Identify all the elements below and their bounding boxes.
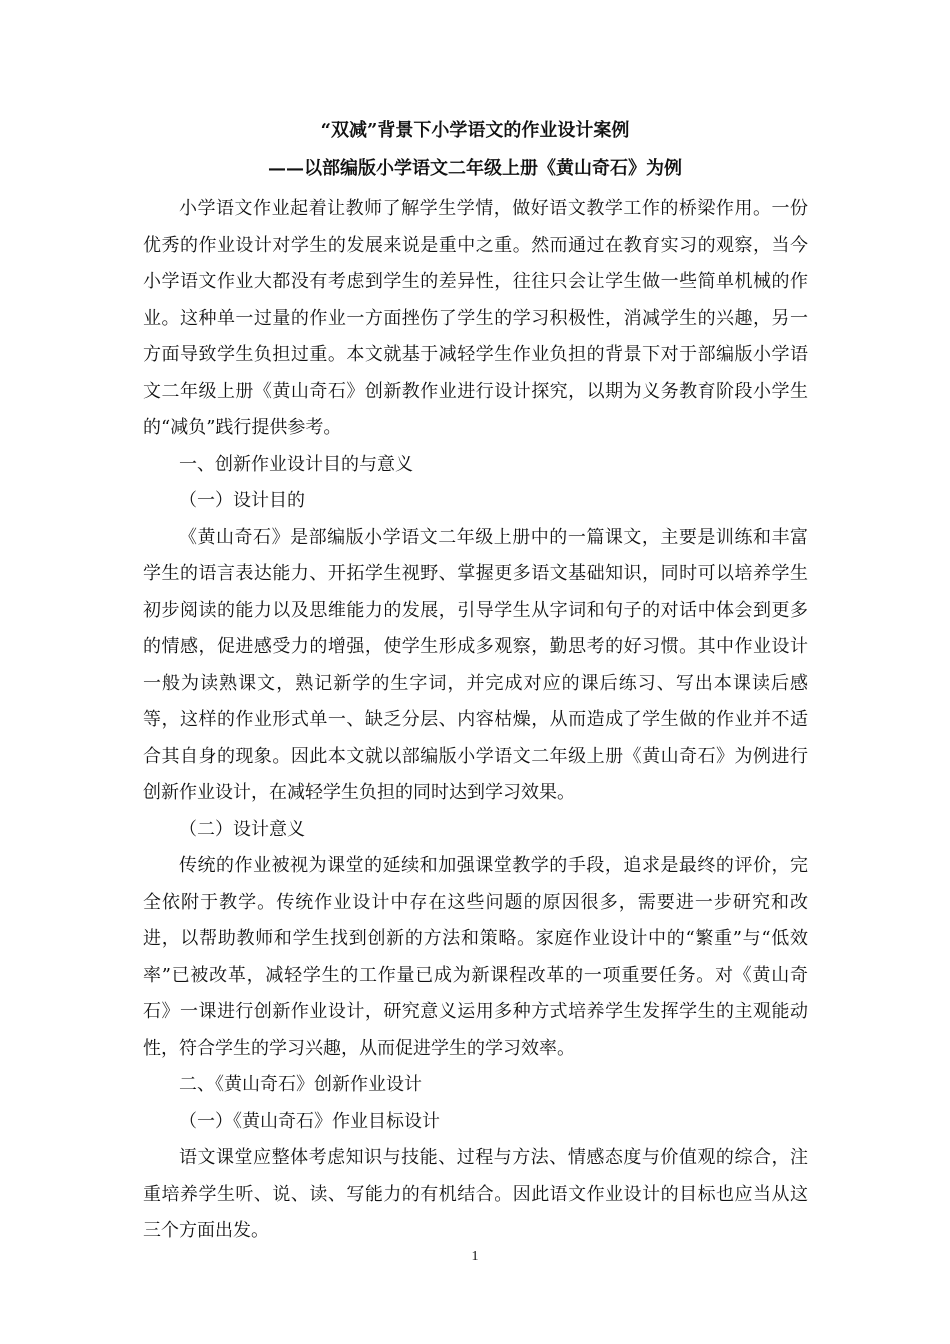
subsection-heading-significance: （二）设计意义 — [179, 818, 305, 840]
subsection-heading-goals: （一）《黄山奇石》作业目标设计 — [179, 1110, 440, 1132]
intro-paragraph: 小学语文作业起着让教师了解学生学情，做好语文教学工作的桥梁作用。一份优秀的作业设计对学生的发展来说是重中之重。然而通过在教育实习的观察，当今小学语文作业大都没有考虑到学生的差异性，往往只会让学生做一些简单机械的作业。这种单一过量的作业一方面挫伤了学生的学习积极性，消减学生的兴趣，另一方面导致学生负担过重。本文就基于减轻学生作业负担的背景下对于部编版小学语文二年级上册《黄山奇石》创新教作业进行设计探究，以期为义务教育阶段小学生的“减负”践行提供参考。 — [143, 198, 808, 438]
document-title: “双减”背景下小学语文的作业设计案例 — [320, 120, 630, 141]
page-number: 1 — [471, 1249, 479, 1264]
section-heading-1: 一、创新作业设计目的与意义 — [179, 453, 413, 475]
section-heading-2: 二、《黄山奇石》创新作业设计 — [179, 1074, 422, 1095]
goals-paragraph: 语文课堂应整体考虑知识与技能、过程与方法、情感态度与价值观的综合，注重培养学生听、说、读、写能力的有机结合。因此语文作业设计的目标也应当从这三个方面出发。 — [143, 1147, 808, 1241]
document-subtitle: ——以部编版小学语文二年级上册《黄山奇石》为例 — [268, 158, 682, 179]
purpose-paragraph: 《黄山奇石》是部编版小学语文二年级上册中的一篇课文，主要是训练和丰富学生的语言表达能力、开拓学生视野、掌握更多语文基础知识，同时可以培养学生初步阅读的能力以及思维能力的发展，引导学生从字词和句子的对话中体会到更多的情感，促进感受力的增强，使学生形成多观察，勤思考的好习惯。其中作业设计一般为读熟课文，熟记新学的生字词，并完成对应的课后练习、写出本课读后感等，这样的作业形式单一、缺乏分层、内容枯燥，从而造成了学生做的作业并不适合其自身的现象。因此本文就以部编版小学语文二年级上册《黄山奇石》为例进行创新作业设计，在减轻学生负担的同时达到学习效果。 — [143, 526, 808, 803]
subsection-heading-purpose: （一）设计目的 — [179, 490, 305, 511]
document-body — [143, 191, 808, 1250]
significance-paragraph: 传统的作业被视为课堂的延续和加强课堂教学的手段，追求是最终的评价，完全依附于教学。传统作业设计中存在这些问题的原因很多，需要进一步研究和改进，以帮助教师和学生找到创新的方法和策略。家庭作业设计中的“繁重”与“低效率”已被改革，减轻学生的工作量已成为新课程改革的一项重要任务。对《黄山奇石》一课进行创新作业设计，研究意义运用多种方式培养学生发挥学生的主观能动性，符合学生的学习兴趣，从而促进学生的学习效率。 — [143, 855, 808, 1059]
